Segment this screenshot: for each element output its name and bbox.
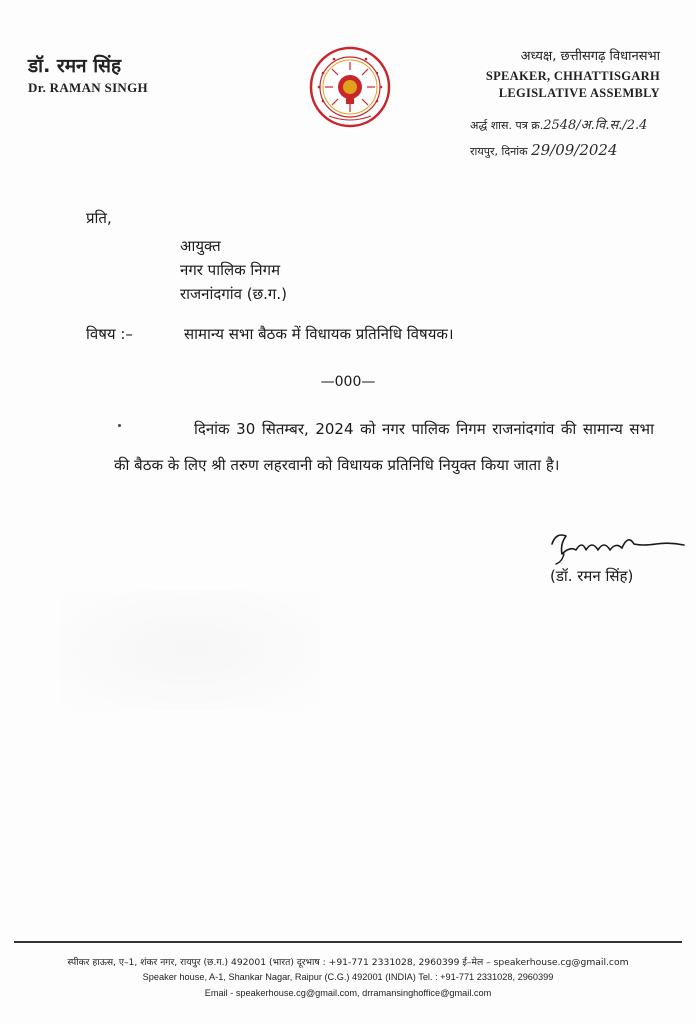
to-label: प्रति, [86,209,112,227]
office-heading [486,46,660,102]
office-title-english-1: SPEAKER, CHHATTISGARH [485,69,660,83]
office-title-english-2: LEGISLATIVE ASSEMBLY [498,86,660,100]
footer-address-english: Speaker house, A-1, Shankar Nagar, Raipur (C.G.) 492001 (INDIA) Tel. : +91-771 2331028, 2960399 [142,972,554,982]
subject-text: सामान्य सभा बैठक में विधायक प्रतिनिधि विषयक। [184,325,454,343]
footer-email: Email - speakerhouse.cg@gmail.com, drramansinghoffice@gmail.com [204,988,492,998]
footer-address-hindi: स्पीकर हाऊस, ए–1, शंकर नगर, रायपुर (छ.ग.) 492001 (भारत) दूरभाष : +91-771 2331028, 2960399 ई–मेल – speakerhouse.cg@gmail.com [67,957,629,968]
office-title-hindi: अध्यक्ष, छत्तीसगढ़ विधानसभा [520,49,660,64]
reference-value: 2548/अ.वि.स./2.4 [543,118,648,133]
sender-name-english: Dr. RAMAN SINGH [28,80,148,95]
reference-number [470,115,647,133]
letter-body: दिनांक 30 सितम्बर, 2024 को नगर पालिक निगम राजनांदगांव की सामान्य सभा की बैठक के लिए श्री तरुण लहरवानी को विधायक प्रतिनिधि नियुक्त किया जाता है। [114,420,654,474]
letter-date [470,141,618,159]
subject-label: विषय :– [86,325,133,343]
assembly-seal-icon [309,46,391,128]
reference-label: अर्द्ध शास. पत्र क्र. [470,119,544,132]
signatory-name: (डॉ. रमन सिंह) [550,567,634,585]
recipient-line: राजनांदगांव (छ.ग.) [180,285,287,303]
section-separator: —000— [320,374,376,390]
recipient-line: नगर पालिक निगम [180,261,281,279]
footer-divider [14,941,682,943]
date-value: 29/09/2024 [531,141,618,159]
sender-name-hindi: डॉ. रमन सिंह [28,55,122,77]
date-label: रायपुर, दिनांक [470,145,528,158]
recipient-address [180,234,287,306]
recipient-line: आयुक्त [180,237,221,255]
paper-smudge [60,590,320,710]
